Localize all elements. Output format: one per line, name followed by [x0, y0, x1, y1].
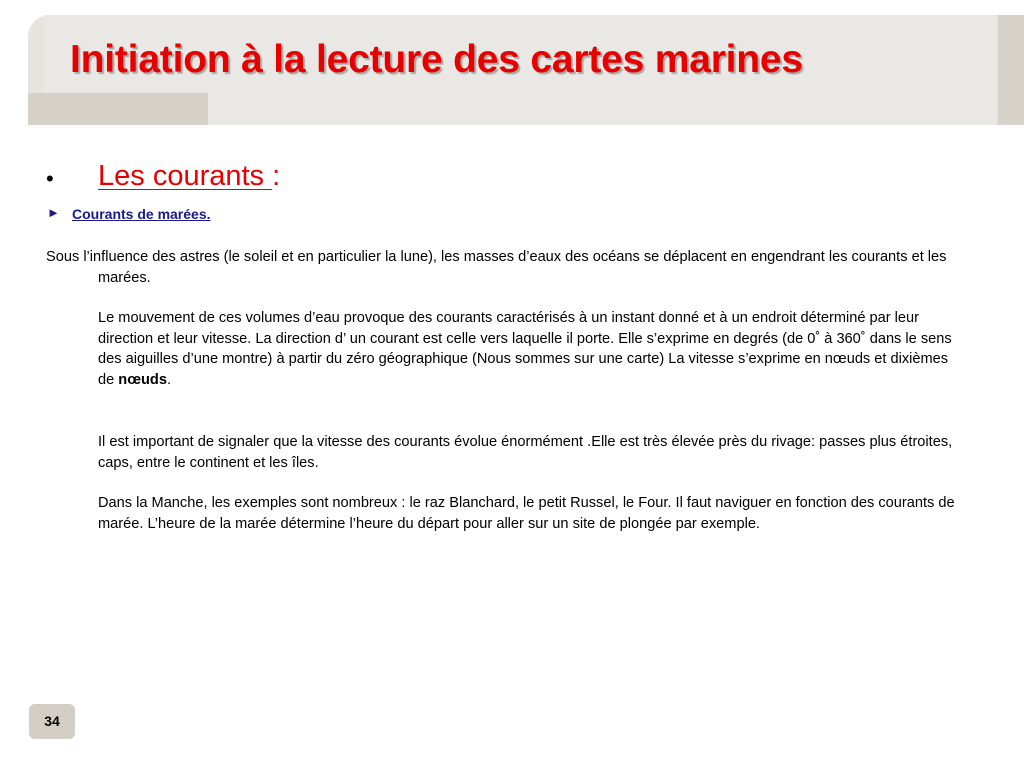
slide-title: Initiation à la lecture des cartes marines: [70, 38, 803, 81]
page-number-badge: 34: [29, 704, 75, 739]
bullet-dot: •: [46, 166, 54, 191]
section-heading-text: Les courants: [98, 160, 273, 192]
section-heading: [98, 160, 280, 193]
arrow-bullet-icon: ►: [47, 205, 60, 220]
paragraph-movement: [98, 308, 962, 390]
header-edge: [998, 15, 1024, 125]
paragraph-speed: Il est important de signaler que la vitesse des courants évolue énormément .Elle est très élevée près du rivage: passes plus étroites, caps, entre le continent et les îles.: [98, 434, 953, 471]
paragraph-movement-text: Le mouvement de ces volumes d’eau provoque des courants caractérisés à un instant donné et à un endroit déterminé par leur direction et leur vitesse. La direction d’ un courant est celle vers laquelle il porte. Elle s’exprime en degrés (de 0˚ à 360˚ dans le sens des aiguilles d’une montre) à partir du zéro géographique (Nous sommes sur une carte) La vitesse s’exprime en nœuds et dixièmes de: [98, 310, 952, 388]
paragraph-movement-end: .: [166, 371, 171, 388]
paragraph-movement-bold: nœuds: [118, 371, 167, 388]
subsection-link[interactable]: Courants de marées.: [72, 206, 211, 222]
header-tab-accent: [28, 93, 208, 125]
paragraph-manche: Dans la Manche, les exemples sont nombreux : le raz Blanchard, le petit Russel, le Four. Il faut naviguer en fonction des courants de marée. L’heure de la marée détermine l’heure du départ pour aller sur un site de plongée par exemple.: [98, 495, 955, 532]
section-heading-colon: :: [272, 160, 281, 192]
paragraph-intro: Sous l’influence des astres (le soleil et en particulier la lune), les masses d’eaux des océans se déplacent en engendrant les courants et les marées.: [46, 249, 947, 286]
